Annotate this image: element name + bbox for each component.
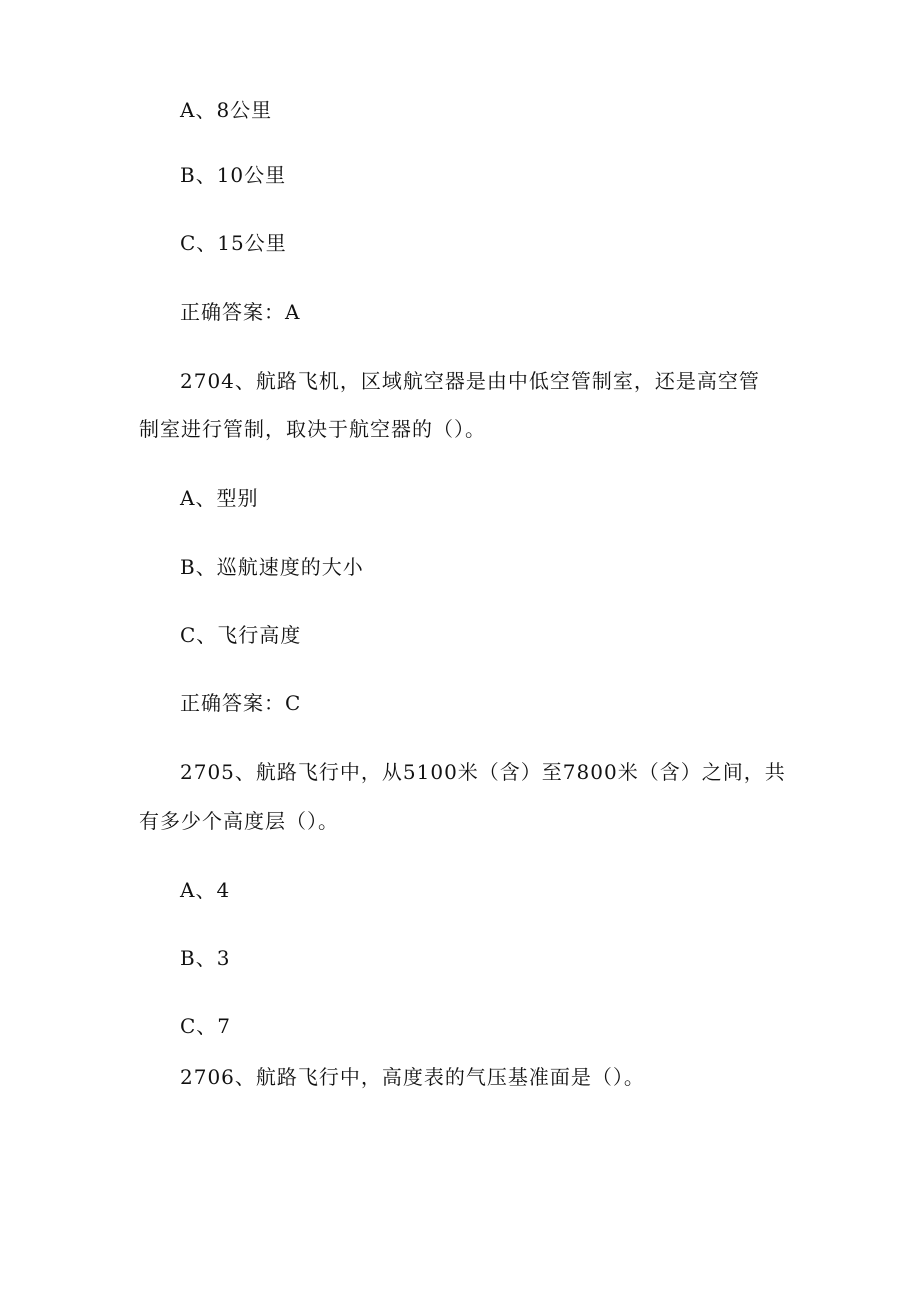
question-2704-line-2: 制室进行管制，取决于航空器的（）。 xyxy=(139,417,486,441)
option-a: A、4 xyxy=(180,878,231,902)
option-b: B、10公里 xyxy=(180,163,287,187)
question-2706-line-1: 2706、航路飞行中，高度表的气压基准面是（）。 xyxy=(180,1065,645,1089)
option-a: A、8公里 xyxy=(180,98,273,122)
correct-answer: 正确答案：C xyxy=(180,691,302,715)
option-c: C、7 xyxy=(180,1014,232,1038)
option-c: C、15公里 xyxy=(180,231,287,255)
option-c: C、飞行高度 xyxy=(180,623,302,647)
question-2705-line-1: 2705、航路飞行中，从5100米（含）至7800米（含）之间，共 xyxy=(180,760,786,784)
question-2704-line-1: 2704、航路飞机，区域航空器是由中低空管制室，还是高空管 xyxy=(180,369,760,393)
option-b: B、巡航速度的大小 xyxy=(180,555,364,579)
correct-answer: 正确答案：A xyxy=(180,300,301,324)
question-2705-line-2: 有多少个高度层（）。 xyxy=(139,809,339,833)
option-a: A、型别 xyxy=(180,486,259,510)
option-b: B、3 xyxy=(180,946,231,970)
